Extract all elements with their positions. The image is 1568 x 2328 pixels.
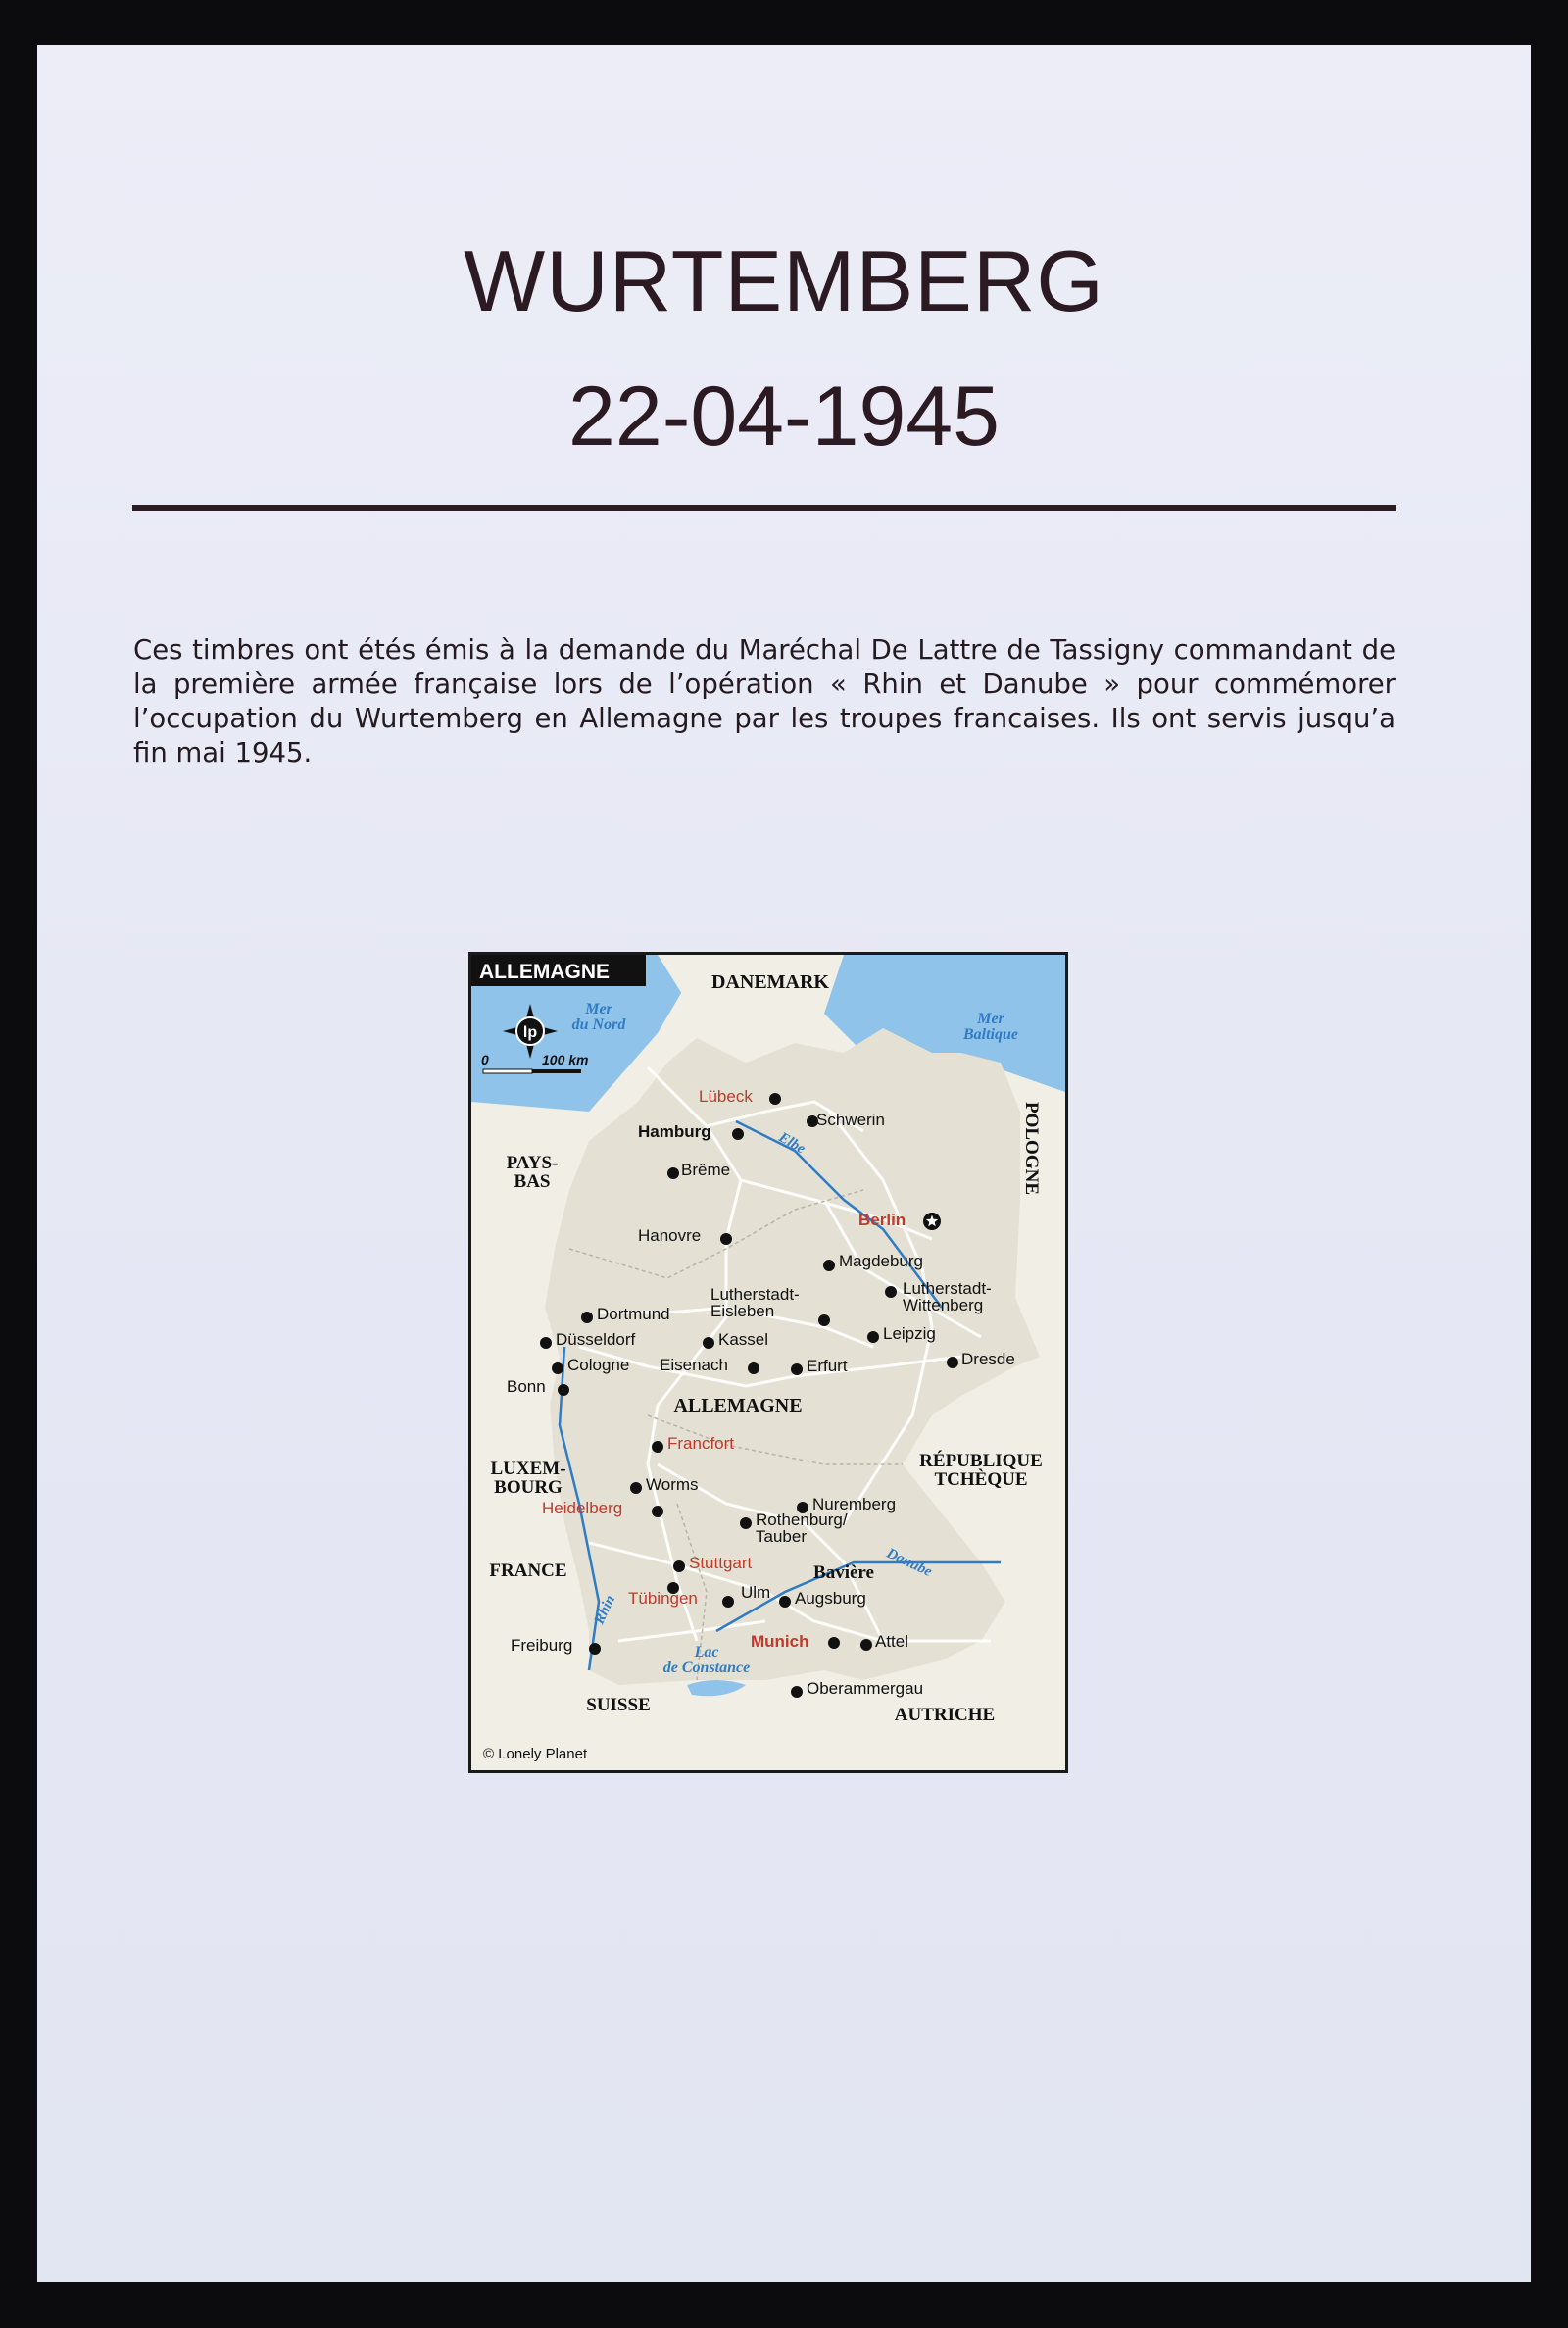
city-label-schwerin: Schwerin	[816, 1111, 885, 1129]
city-dot-ulm	[722, 1596, 734, 1608]
city-label-tubingen: Tübingen	[628, 1589, 698, 1608]
city-dot-cologne	[552, 1362, 564, 1374]
city-label-kassel: Kassel	[718, 1330, 769, 1349]
city-dot-augsburg	[779, 1596, 791, 1608]
title-divider	[132, 505, 1396, 511]
city-label-nuremberg: Nuremberg	[812, 1495, 897, 1513]
city-dot-dusseldorf	[540, 1337, 552, 1349]
city-label-breme: Brême	[681, 1161, 731, 1179]
city-dot-eisenach	[748, 1362, 760, 1374]
water-label-danube: Danube	[884, 1545, 935, 1581]
album-page	[37, 45, 1531, 2282]
city-dot-freiburg	[589, 1643, 601, 1655]
water-label-lac-de-constance: Lac de Constance	[662, 1644, 751, 1676]
city-label-munich: Munich	[751, 1632, 809, 1651]
map-header: ALLEMAGNE	[479, 961, 610, 983]
city-label-freiburg: Freiburg	[511, 1636, 573, 1655]
city-label-lutherstadt-wittenberg: Lutherstadt-Wittenberg	[903, 1279, 992, 1314]
city-dot-dresde	[947, 1357, 958, 1368]
city-label-oberammergau: Oberammergau	[807, 1679, 924, 1698]
country-label-allemagne: ALLEMAGNE	[673, 1395, 803, 1416]
city-dot-breme	[667, 1167, 679, 1179]
city-dot-kassel	[703, 1337, 714, 1349]
city-dot-munich	[828, 1637, 840, 1649]
country-label-republique-tcheque: RÉPUBLIQUE TCHÈQUE	[919, 1451, 1043, 1490]
city-dot-hamburg	[732, 1128, 744, 1140]
sea-label-mer-du-nord: Mer du Nord	[571, 1001, 626, 1033]
city-label-lutherstadt-eisleben: Lutherstadt-Eisleben	[710, 1285, 800, 1320]
city-dot-lubeck	[769, 1093, 781, 1105]
country-label-autriche: AUTRICHE	[894, 1705, 996, 1725]
city-dot-worms	[630, 1482, 642, 1494]
page-date: 22-04-1945	[568, 370, 1000, 464]
city-dot-attel	[860, 1639, 872, 1651]
city-label-dortmund: Dortmund	[597, 1305, 670, 1323]
city-label-hamburg: Hamburg	[638, 1122, 711, 1141]
country-label-pays-bas: PAYS-BAS	[506, 1153, 559, 1192]
country-label-baviere: Bavière	[813, 1562, 874, 1583]
water-label-rhin: Rhin	[591, 1592, 619, 1627]
city-label-worms: Worms	[646, 1475, 699, 1494]
city-label-augsburg: Augsburg	[795, 1589, 866, 1608]
city-dot-leipzig	[867, 1331, 879, 1343]
svg-text:0: 0	[481, 1052, 489, 1067]
city-label-leipzig: Leipzig	[883, 1324, 936, 1343]
city-dot-hanovre	[720, 1233, 732, 1245]
page-title: WURTEMBERG	[464, 232, 1104, 329]
city-dot-rothenburg-tauber	[740, 1517, 752, 1529]
city-label-dusseldorf: Düsseldorf	[556, 1330, 636, 1349]
city-label-attel: Attel	[875, 1632, 909, 1651]
sea-label-mer-baltique: Mer Baltique	[962, 1011, 1019, 1043]
city-label-ulm: Ulm	[741, 1583, 771, 1602]
city-dot-bonn	[558, 1384, 569, 1396]
city-label-heidelberg: Heidelberg	[542, 1499, 623, 1517]
country-label-luxembourg: LUXEM-BOURG	[490, 1459, 566, 1498]
city-label-cologne: Cologne	[567, 1356, 630, 1374]
city-label-francfort: Francfort	[667, 1434, 735, 1453]
city-dot-erfurt	[791, 1363, 803, 1375]
city-label-rothenburg-tauber: Rothenburg/ Tauber	[756, 1511, 848, 1546]
germany-map	[468, 952, 1068, 1773]
city-label-berlin: Berlin	[858, 1211, 906, 1229]
country-label-france: FRANCE	[489, 1560, 567, 1581]
svg-text:100 km: 100 km	[542, 1052, 589, 1067]
intro-paragraph: Ces timbres ont étés émis à la demande du Maréchal De Lattre de Tassigny commandant de la première armée française lors de l’opération « Rhin et Danube » pour commémorer l’occupation du Wurtemberg en Allemagne par les troupes francaises. Ils ont servis jusqu’a fin mai 1945.	[133, 634, 1396, 768]
city-label-bonn: Bonn	[507, 1377, 546, 1396]
city-label-magdeburg: Magdeburg	[839, 1252, 924, 1270]
svg-text:lp: lp	[522, 1024, 538, 1041]
city-label-hanovre: Hanovre	[638, 1226, 702, 1245]
city-label-eisenach: Eisenach	[660, 1356, 728, 1374]
city-dot-stuttgart	[673, 1560, 685, 1572]
city-dot-heidelberg	[652, 1506, 663, 1517]
city-dot-lutherstadt-wittenberg	[885, 1286, 897, 1298]
country-label-danemark: DANEMARK	[711, 971, 829, 993]
city-label-dresde: Dresde	[961, 1350, 1015, 1368]
city-dot-lutherstadt-eisleben	[818, 1314, 830, 1326]
city-dot-oberammergau	[791, 1686, 803, 1698]
city-label-lubeck: Lübeck	[699, 1087, 753, 1106]
city-label-erfurt: Erfurt	[807, 1357, 848, 1375]
map-copyright: © Lonely Planet	[483, 1746, 588, 1762]
country-label-pologne: POLOGNE	[1021, 1102, 1042, 1196]
water-label-elbe: Elbe	[775, 1129, 808, 1158]
city-dot-francfort	[652, 1441, 663, 1453]
city-dot-magdeburg	[823, 1260, 835, 1271]
city-label-stuttgart: Stuttgart	[689, 1554, 753, 1572]
city-dot-dortmund	[581, 1312, 593, 1323]
country-label-suisse: SUISSE	[586, 1695, 651, 1715]
